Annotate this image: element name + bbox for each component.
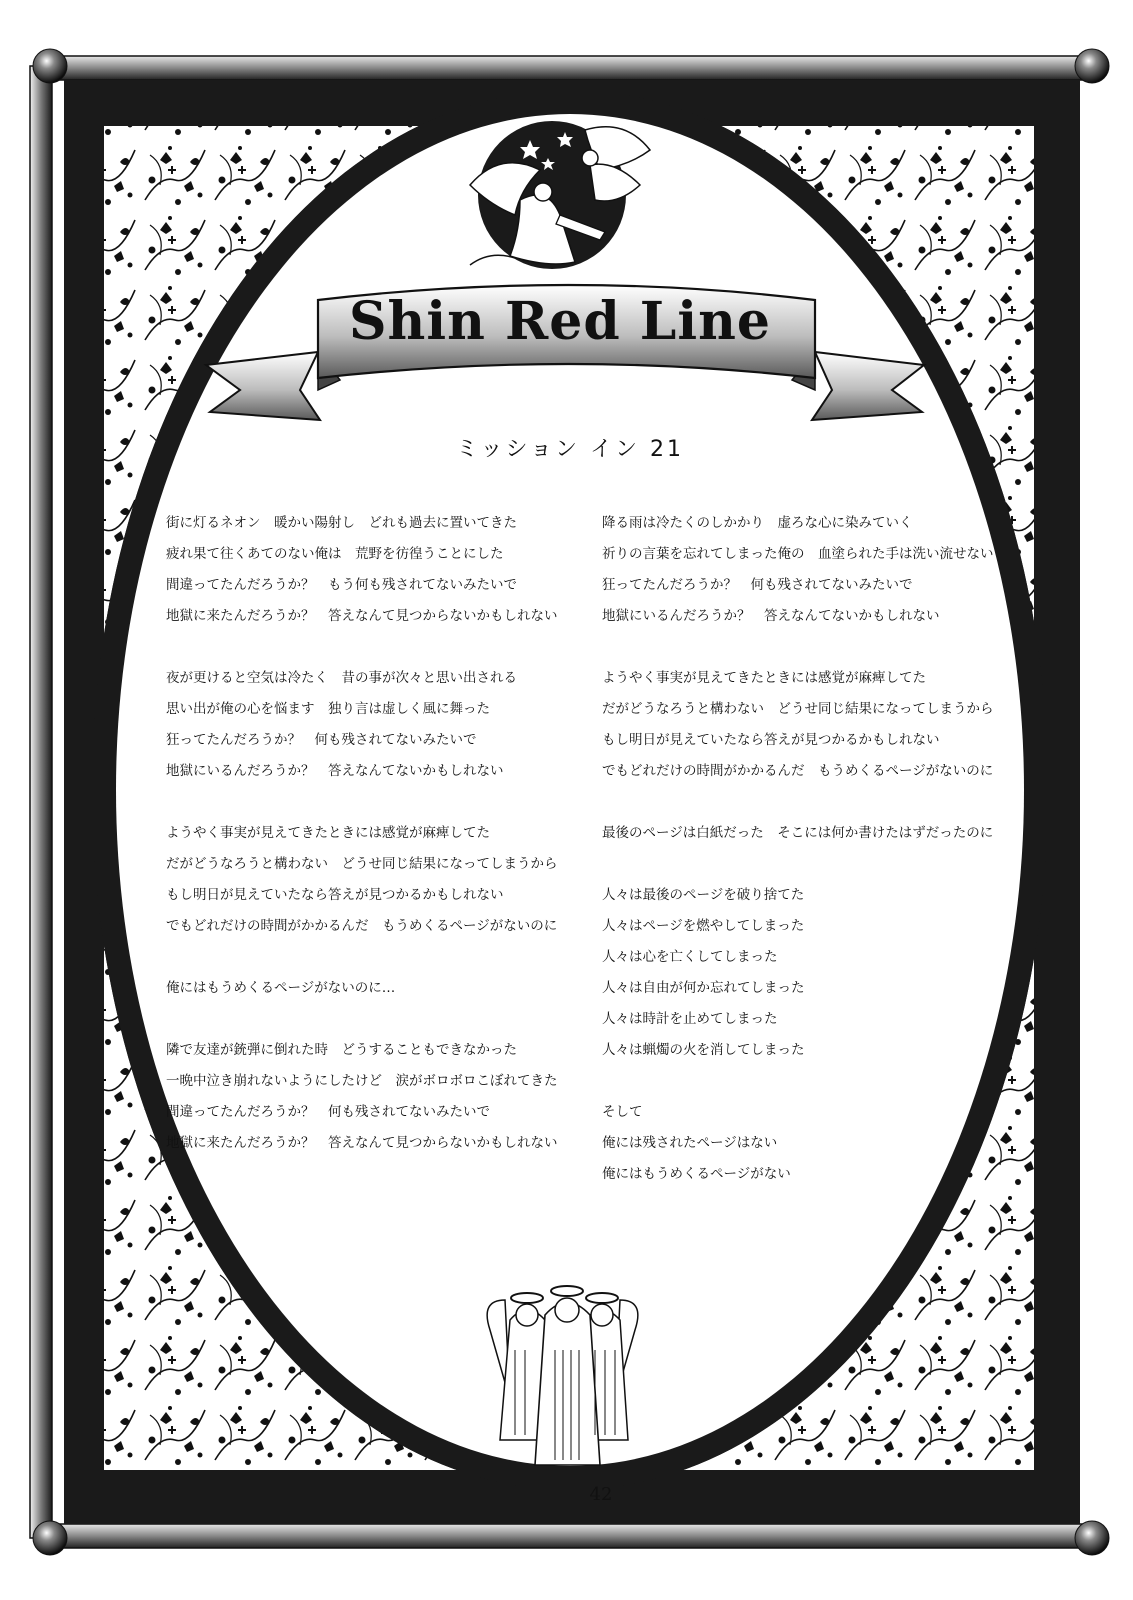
- text-line: 人々は時計を止めてしまった: [602, 1011, 778, 1027]
- text-line: そして: [602, 1104, 643, 1120]
- text-line: ようやく事実が見えてきたときには感覚が麻痺してた: [602, 670, 926, 686]
- text-line: 狂ってたんだろうか？ 何も残されてないみたいで: [166, 732, 477, 748]
- text-line: 俺にはもうめくるページがない: [602, 1166, 791, 1182]
- text-line: 間違ってたんだろうか？ 何も残されてないみたいで: [166, 1104, 490, 1120]
- corner-ball-bottom-right: [1075, 1521, 1109, 1555]
- title-banner: Shin Red Line: [349, 291, 771, 352]
- corner-ball-bottom-left: [33, 1521, 67, 1555]
- stanza-gap: [602, 849, 1022, 880]
- stanza-gap: [602, 787, 1022, 818]
- text-line: 思い出が俺の心を悩ます 独り言は虚しく風に舞った: [166, 701, 490, 717]
- text-line: 地獄にいるんだろうか？ 答えなんてないかもしれない: [602, 608, 940, 624]
- text-line: だがどうなろうと構わない どうせ同じ結果になってしまうから: [166, 856, 558, 872]
- text-line: 祈りの言葉を忘れてしまった俺の 血塗られた手は洗い流せない: [602, 546, 994, 562]
- text-line: ようやく事実が見えてきたときには感覚が麻痺してた: [166, 825, 490, 841]
- stanza-gap: [166, 942, 586, 973]
- left-text-column: [166, 508, 586, 1159]
- text-line: でもどれだけの時間がかかるんだ もうめくるページがないのに: [166, 918, 558, 934]
- text-line: 人々はページを燃やしてしまった: [602, 918, 805, 934]
- text-line: 人々は蝋燭の火を消してしまった: [602, 1042, 805, 1058]
- text-line: 疲れ果て往くあてのない俺は 荒野を彷徨うことにした: [166, 546, 504, 562]
- text-line: 夜が更けると空気は冷たく 昔の事が次々と思い出される: [166, 670, 517, 686]
- right-text-column: [602, 508, 1022, 1190]
- corner-ball-top-left: [33, 49, 67, 83]
- stanza-gap: [602, 632, 1022, 663]
- text-line: 一晩中泣き崩れないようにしたけど 涙がボロボロこぼれてきた: [166, 1073, 558, 1089]
- text-line: 俺にはもうめくるページがないのに…: [166, 980, 396, 996]
- text-line: 降る雨は冷たくのしかかり 虚ろな心に染みていく: [602, 515, 913, 531]
- stanza-gap: [602, 1066, 1022, 1097]
- page-number: 42: [589, 1484, 613, 1505]
- text-line: 地獄にいるんだろうか？ 答えなんてないかもしれない: [166, 763, 504, 779]
- text-line: 地獄に来たんだろうか？ 答えなんて見つからないかもしれない: [166, 1135, 558, 1151]
- text-line: 間違ってたんだろうか？ もう何も残されてないみたいで: [166, 577, 517, 593]
- left-rail: [30, 66, 52, 1538]
- stanza-gap: [166, 632, 586, 663]
- text-line: 狂ってたんだろうか？ 何も残されてないみたいで: [602, 577, 913, 593]
- text-line: 人々は最後のページを破り捨てた: [602, 887, 805, 903]
- text-line: 最後のページは白紙だった そこには何か書けたはずだったのに: [602, 825, 994, 841]
- text-line: だがどうなろうと構わない どうせ同じ結果になってしまうから: [602, 701, 994, 717]
- text-line: でもどれだけの時間がかかるんだ もうめくるページがないのに: [602, 763, 994, 779]
- corner-ball-top-right: [1075, 49, 1109, 83]
- stanza-gap: [166, 787, 586, 818]
- text-line: 俺には残されたページはない: [602, 1135, 778, 1151]
- stanza-gap: [166, 1004, 586, 1035]
- poem-subtitle: ミッション イン 21: [455, 437, 685, 462]
- text-line: 街に灯るネオン 暖かい陽射し どれも過去に置いてきた: [166, 515, 517, 531]
- text-line: 隣で友達が銃弾に倒れた時 どうすることもできなかった: [166, 1042, 517, 1058]
- text-line: もし明日が見えていたなら答えが見つかるかもしれない: [166, 887, 504, 903]
- text-line: もし明日が見えていたなら答えが見つかるかもしれない: [602, 732, 940, 748]
- text-line: 地獄に来たんだろうか？ 答えなんて見つからないかもしれない: [166, 608, 558, 624]
- top-bar: [52, 56, 1092, 80]
- text-line: 人々は自由が何か忘れてしまった: [602, 980, 805, 996]
- bottom-bar: [52, 1524, 1092, 1548]
- text-line: 人々は心を亡くしてしまった: [602, 949, 778, 965]
